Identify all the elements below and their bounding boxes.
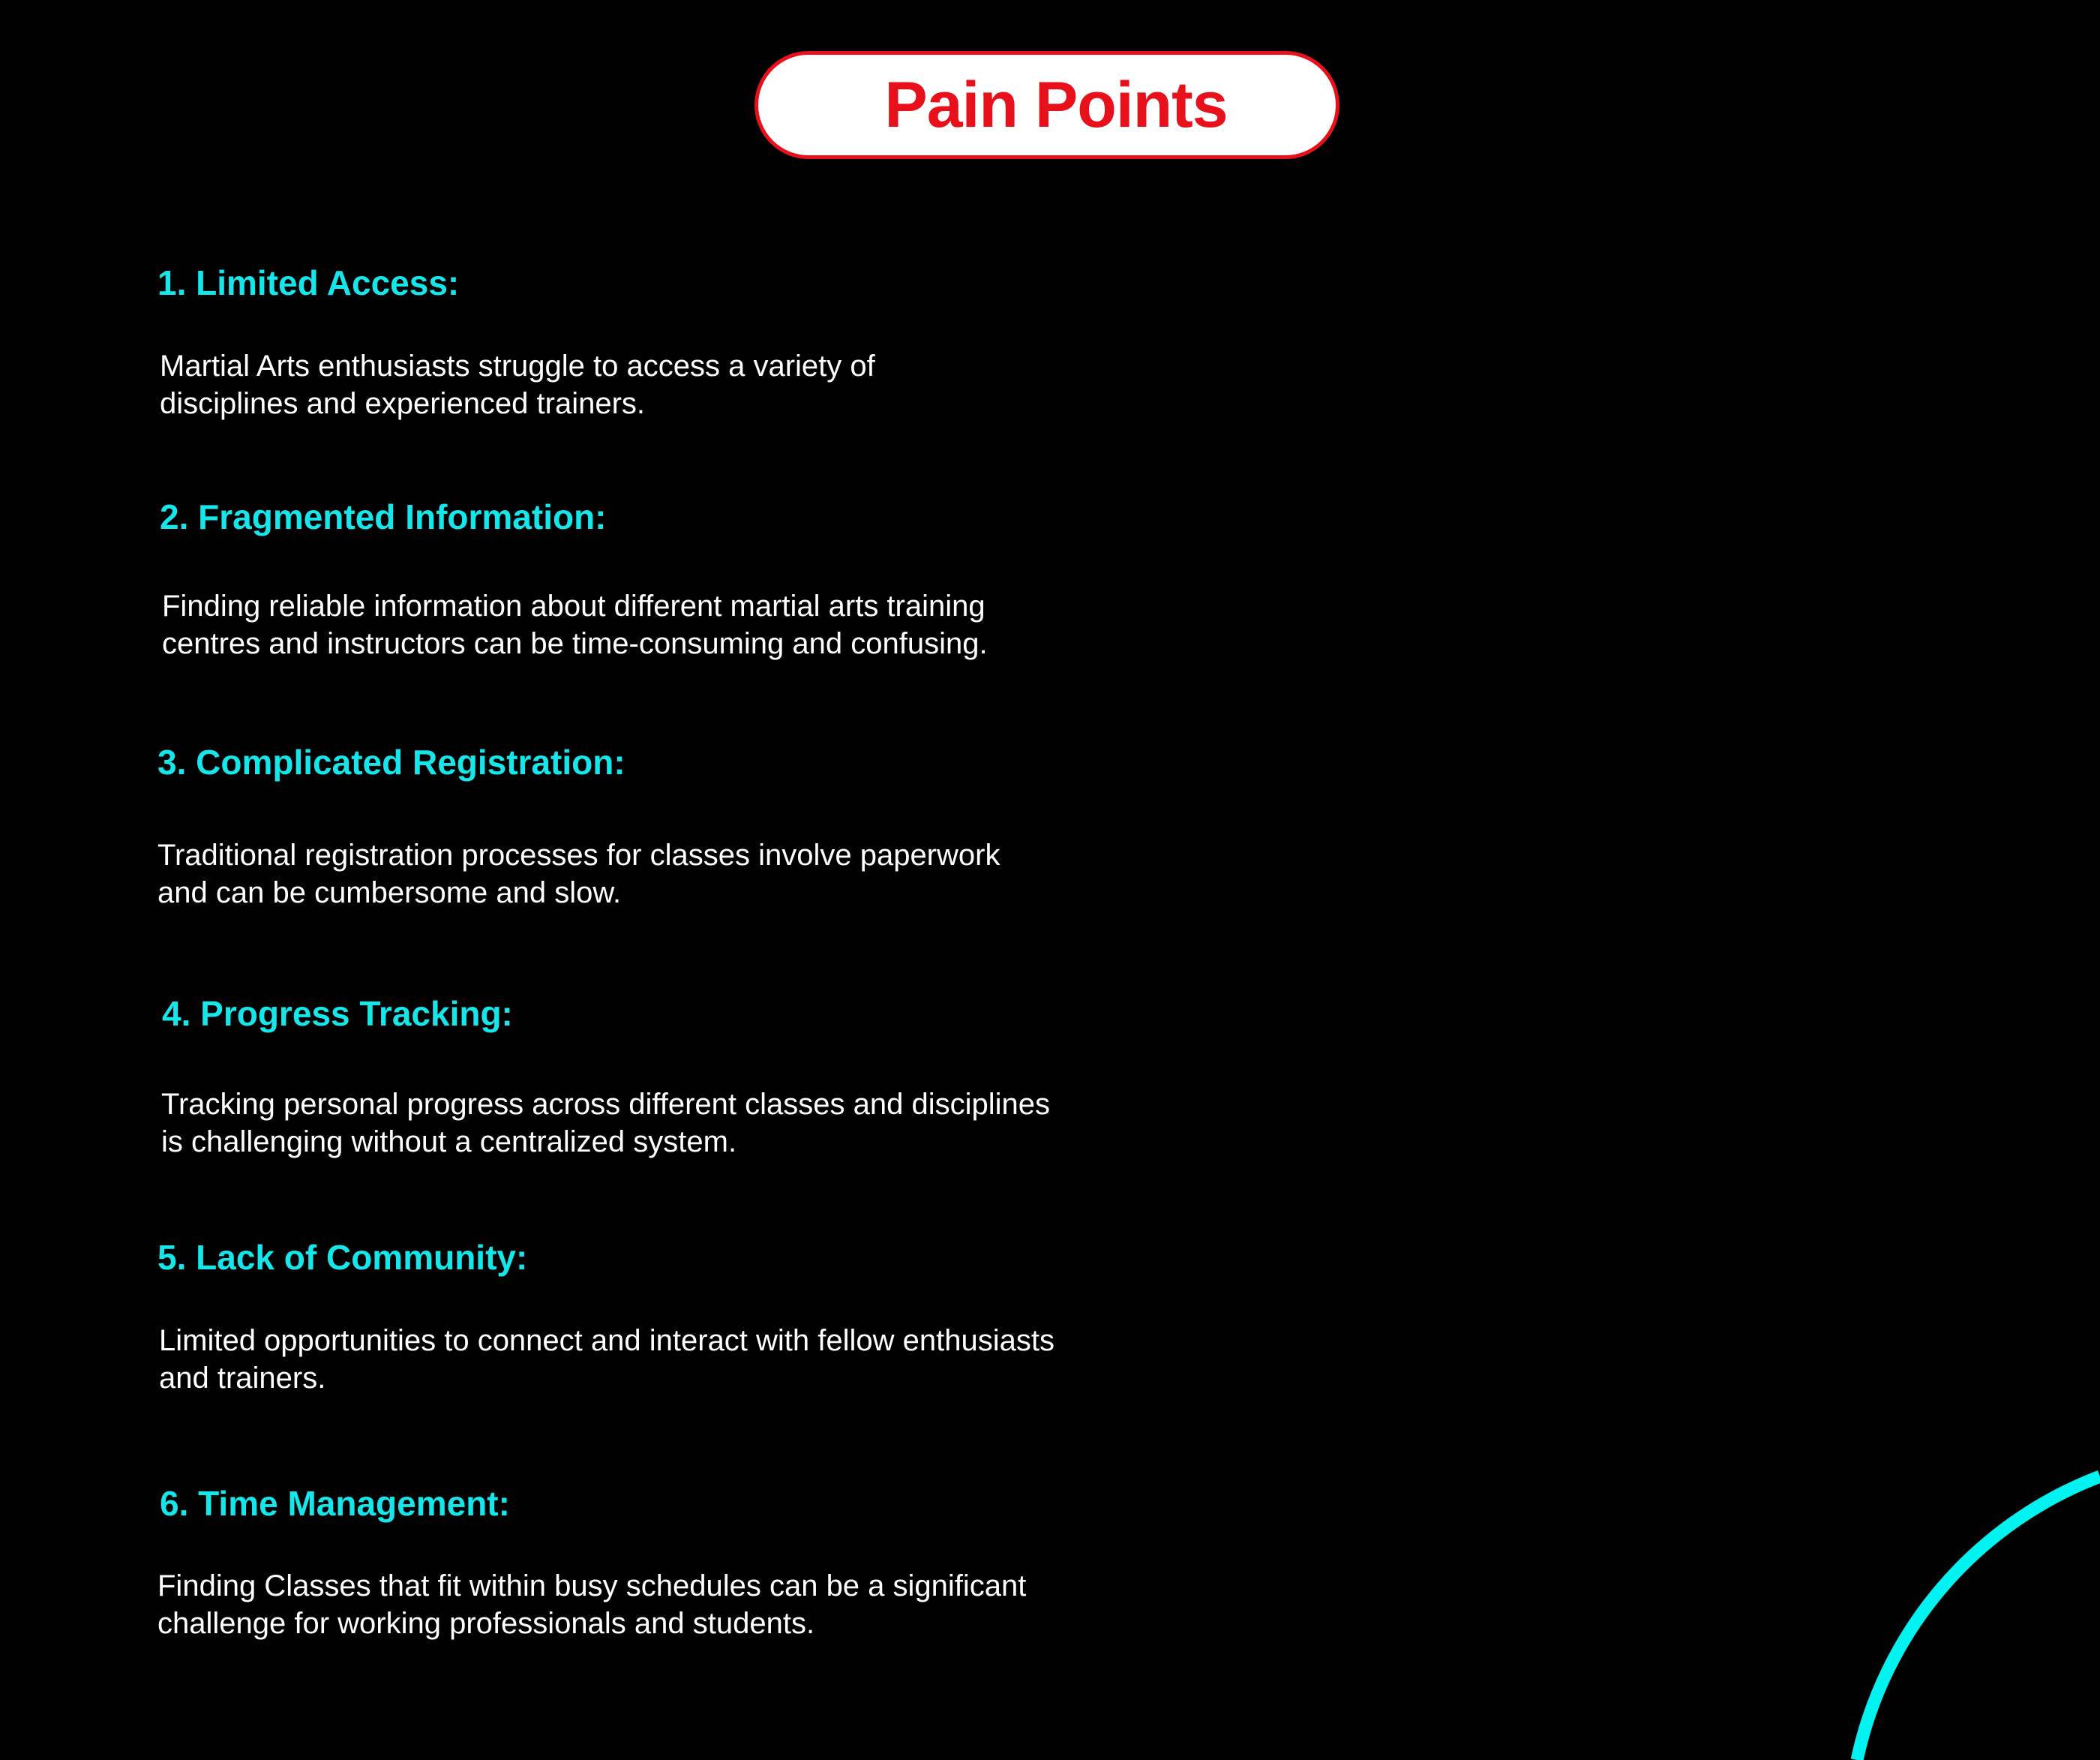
page-title: Pain Points <box>884 68 1228 141</box>
pain-point-heading: 1. Limited Access: <box>158 263 460 302</box>
pain-point-heading: 5. Lack of Community: <box>158 1238 528 1277</box>
pain-point-text-line: Traditional registration processes for classes involve paperwork <box>158 839 1000 872</box>
pain-point-heading: 3. Complicated Registration: <box>158 743 626 782</box>
pain-point-heading: 6. Time Management: <box>160 1484 510 1523</box>
pain-point-text-line: challenge for working professionals and students. <box>158 1607 815 1640</box>
pain-point-text-line: Finding Classes that fit within busy schedules can be a significant <box>158 1569 1027 1602</box>
pain-point-text-line: Tracking personal progress across different classes and disciplines <box>161 1088 1051 1121</box>
pain-point-text-line: centres and instructors can be time-consuming and confusing. <box>162 627 988 660</box>
pain-point-text-line: and can be cumbersome and slow. <box>158 876 622 909</box>
pain-point-text-line: Finding reliable information about different martial arts training <box>162 590 986 623</box>
pain-point-text-line: is challenging without a centralized system. <box>161 1125 737 1158</box>
pain-point-text-line: disciplines and experienced trainers. <box>160 387 646 420</box>
pain-point-text-line: and trainers. <box>159 1362 326 1395</box>
pain-point-heading: 2. Fragmented Information: <box>160 497 607 536</box>
pain-point-heading: 4. Progress Tracking: <box>162 994 513 1033</box>
pain-point-text-line: Martial Arts enthusiasts struggle to access a variety of <box>160 350 875 383</box>
pain-point-text-line: Limited opportunities to connect and interact with fellow enthusiasts <box>159 1324 1055 1357</box>
